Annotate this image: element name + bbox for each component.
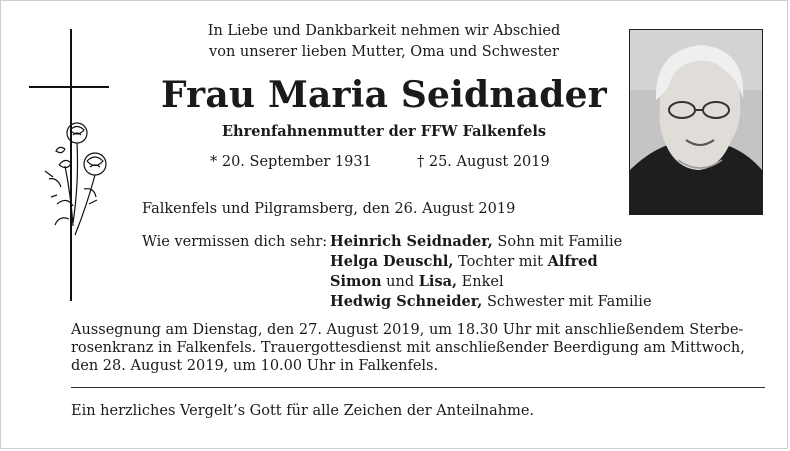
- mourner-line: [330, 272, 652, 292]
- mourner-line: [330, 252, 652, 272]
- mourner-relation: Enkel: [457, 274, 504, 290]
- deceased-name: Frau Maria Seidnader: [161, 74, 607, 116]
- funeral-line-1: Aussegnung am Dienstag, den 27. August 2019, um 18.30 Uhr mit anschließendem Sterbe-: [71, 322, 744, 338]
- mourner-relation: Sohn mit Familie: [492, 234, 623, 250]
- mourner-name: Helga Deuschl,: [330, 253, 454, 270]
- mourners-list: [330, 232, 652, 312]
- birth-date: * 20. September 1931: [210, 154, 372, 170]
- divider: [71, 387, 765, 388]
- mourner-line: [330, 292, 652, 312]
- rose-icon: [45, 123, 106, 235]
- mourner-line: [330, 232, 652, 252]
- intro-line-2: von unserer lieben Mutter, Oma und Schwester: [209, 44, 559, 60]
- mourner-relation: und: [381, 274, 419, 290]
- mourners-label: Wie vermissen dich sehr:: [142, 234, 328, 250]
- place-and-date: Falkenfels und Pilgramsberg, den 26. August 2019: [142, 201, 516, 217]
- cross-icon: [29, 29, 109, 304]
- mourner-name: Heinrich Seidnader,: [330, 233, 493, 250]
- funeral-line-2: rosenkranz in Falkenfels. Trauergottesdienst mit anschließender Beerdigung am Mittwoch,: [71, 340, 745, 356]
- portrait-image: [630, 30, 762, 214]
- intro-text: [151, 21, 617, 63]
- subtitle: Ehrenfahnenmutter der FFW Falkenfels: [221, 123, 546, 140]
- mourner-relation: Schwester mit Familie: [482, 294, 652, 310]
- portrait-photo: [629, 29, 763, 215]
- death-date: † 25. August 2019: [417, 154, 550, 170]
- mourner-name: Simon: [330, 273, 382, 290]
- funeral-line-3: den 28. August 2019, um 10.00 Uhr in Falkenfels.: [71, 358, 439, 374]
- mourner-name: Alfred: [547, 253, 598, 270]
- mourner-relation: Tochter mit: [453, 254, 548, 270]
- mourner-name: Hedwig Schneider,: [330, 293, 483, 310]
- funeral-details: [71, 321, 765, 375]
- thanks-text: Ein herzliches Vergelt’s Gott für alle Zeichen der Anteilnahme.: [71, 403, 535, 419]
- intro-line-1: In Liebe und Dankbarkeit nehmen wir Abschied: [207, 23, 561, 39]
- mourner-name: Lisa,: [418, 273, 458, 290]
